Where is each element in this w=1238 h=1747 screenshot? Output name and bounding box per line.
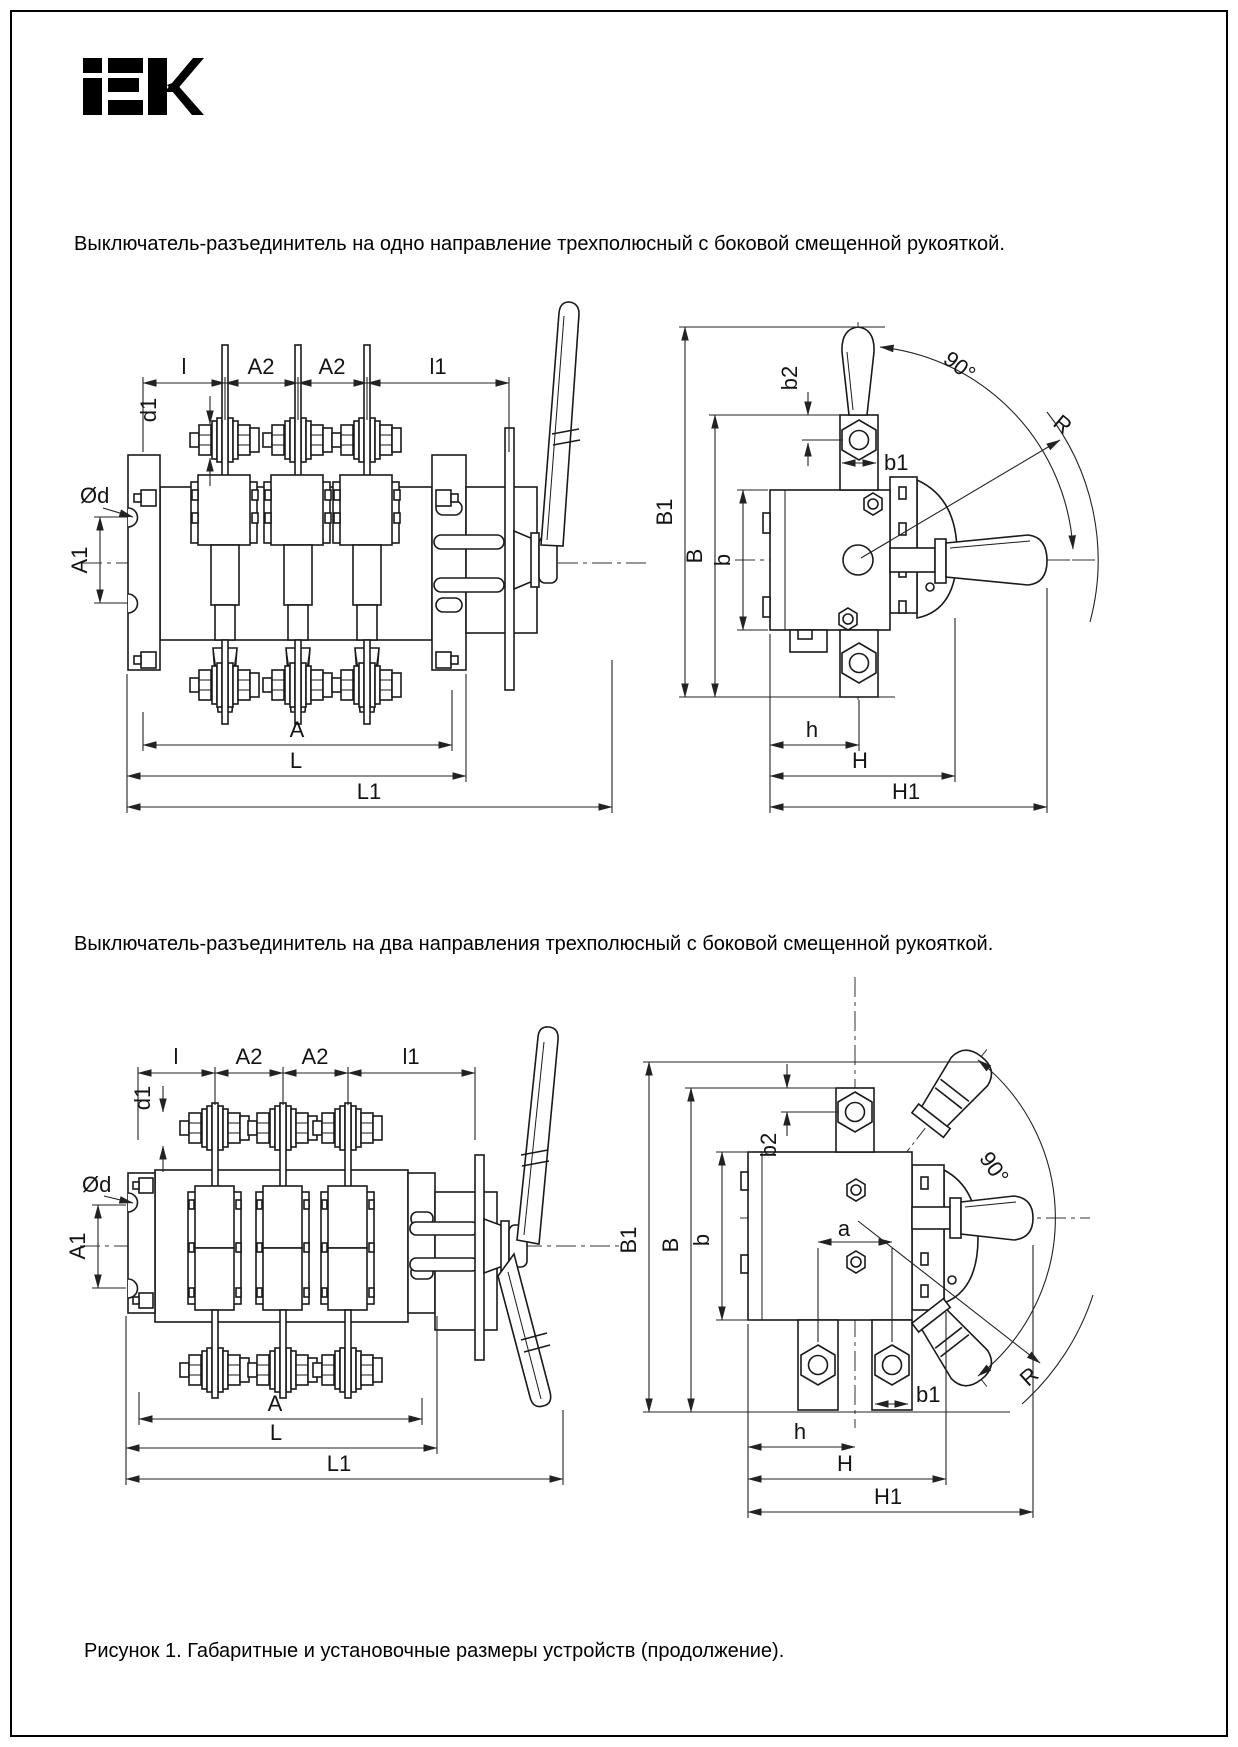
- dim-A2: A2: [235, 1044, 263, 1069]
- dim-H: H: [837, 1451, 853, 1476]
- dim-A2b: A2: [301, 1044, 329, 1069]
- iek-logo: [80, 55, 220, 125]
- dim-L1: L1: [326, 1451, 352, 1476]
- dim-B1: B1: [616, 1226, 641, 1254]
- front-view-two-directions: [80, 1027, 620, 1407]
- dim-d1: d1: [136, 397, 161, 423]
- side-view-two-directions: [740, 977, 1090, 1428]
- dim-h: h: [793, 1419, 807, 1444]
- dim-A1: A1: [65, 1232, 90, 1260]
- dim-A2: A2: [247, 354, 275, 379]
- dim-b2: b2: [777, 365, 802, 391]
- dim-R: R: [1048, 409, 1077, 439]
- dim-b: b: [710, 553, 735, 567]
- dim-A1: A1: [67, 546, 92, 574]
- dim-h: h: [805, 717, 819, 742]
- dim-l: l: [181, 354, 187, 379]
- figure1-drawings: [60, 270, 1200, 830]
- figure1-title: Выключатель-разъединитель на одно направление трехполюсный с боковой смещенной рукояткой.: [74, 233, 1005, 255]
- dim-A: A: [267, 1391, 283, 1416]
- dim-l1: l1: [402, 1044, 420, 1069]
- front-view-one-direction: [82, 302, 648, 724]
- dim-b1: b1: [884, 450, 909, 475]
- dim-B: B: [682, 548, 707, 564]
- dim-H: H: [852, 748, 868, 773]
- figure2-title: Выключатель-разъединитель на два направления трехполюсный с боковой смещенной рукояткой.: [74, 933, 994, 955]
- dim-A2b: A2: [318, 354, 346, 379]
- figure-caption: Рисунок 1. Габаритные и установочные размеры устройств (продолжение).: [84, 1640, 785, 1662]
- dim-b1: b1: [916, 1382, 941, 1407]
- dim-R: R: [1014, 1361, 1044, 1392]
- dim-diam-d: Ød: [82, 1172, 112, 1197]
- dim-a: a: [837, 1216, 851, 1241]
- dim-90deg: 90°: [938, 345, 981, 387]
- dim-A: A: [289, 717, 305, 742]
- dim-L: L: [269, 1420, 283, 1445]
- dim-l: l: [173, 1044, 179, 1069]
- dim-H1: H1: [873, 1484, 903, 1509]
- dim-diam-d: Ød: [80, 483, 110, 508]
- dim-H1: H1: [891, 779, 921, 804]
- dim-b: b: [689, 1233, 714, 1247]
- dim-90deg: 90°: [974, 1146, 1014, 1189]
- dim-l1: l1: [429, 354, 447, 379]
- dim-b2: b2: [756, 1132, 781, 1158]
- dim-L: L: [289, 748, 303, 773]
- figure2-drawings: [60, 950, 1200, 1570]
- dim-d1: d1: [130, 1085, 155, 1111]
- dim-B: B: [658, 1237, 683, 1253]
- dim-L1: L1: [356, 779, 382, 804]
- dim-B1: B1: [652, 498, 677, 526]
